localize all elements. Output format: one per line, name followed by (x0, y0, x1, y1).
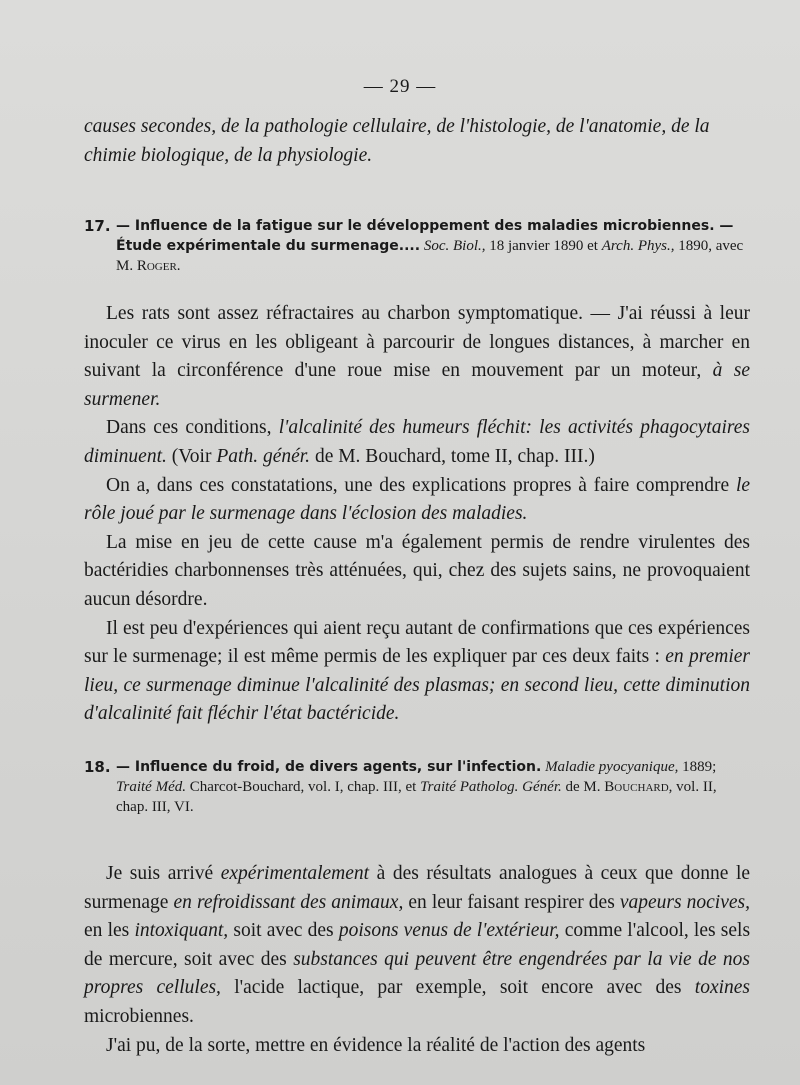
entry-ref: Arch. Phys., (601, 238, 675, 254)
entry-number: 18. (84, 758, 111, 776)
entry-title: — Influence du froid, de divers agents, sur l'infection. (116, 759, 542, 775)
paragraph: J'ai pu, de la sorte, mettre en évidence la réalité de l'action des agents (106, 1034, 646, 1056)
paragraph: On a, dans ces constatations, une des explications propres à faire comprendre le rôle joué par le surmenage dans l'éclosion des maladies. (84, 474, 751, 525)
paragraph: Dans ces conditions, l'alcalinité des humeurs fléchit: les activités phagocytaires diminuent. (Voir Path. génér. de M. Bouchard, tome II, chap. III.) (84, 417, 750, 467)
intro-paragraph: causes secondes, de la pathologie cellulaire, de l'histologie, de l'anatomie, de la chimie biologique, de la physiologie. (84, 116, 710, 166)
paragraph: Les rats sont assez réfractaires au charbon symptomatique. — J'ai réussi à leur inoculer ce virus en les obligeant à parcourir de longues distances, à marcher en suivant la circonférence d'une roue mise en mouvement par un moteur, à se surmener. (84, 303, 751, 410)
bibliography-entry-17 (84, 216, 750, 276)
bibliography-entry-18: 18. — Influence du froid, de divers agents, sur l'infection. Maladie pyocyanique, 1889; Traité Méd. Charcot-Bouchard, vol. I, chap. III, et Traité Patholog. Génér. de M. Bouchard, vol. II, chap. III, VI. (84, 758, 717, 815)
entry-title: — Influence de la fatigue sur le développement des maladies microbiennes. — Étude expérimentale du surmenage.... (116, 218, 734, 254)
paragraph: La mise en jeu de cette cause m'a également permis de rendre virulentes des bactéridies charbonnenses très atténuées, qui, chez des sujets sains, ne provoquaient aucun désordre. (84, 531, 750, 610)
paragraph: Il est peu d'expériences qui aient reçu autant de confirmations que ces expériences sur le surmenage; il est même permis de les expliquer par ces deux faits : en premier lieu, ce surmenage diminue l'alcalinité des plasmas; en second lieu, cette diminution d'alcalinité fait fléchir l'état bactéricide. (84, 617, 751, 725)
paragraph: Je suis arrivé expérimentalement à des résultats analogues à ceux que donne le surmenage en refroidissant des animaux, en leur faisant respirer des vapeurs nocives, en les intoxiquant, soit avec des poisons venus de l'extérieur, comme l'alcool, les sels de mercure, soit avec des substances qui peuvent être engendrées par la vie de nos propres cellules, l'acide lactique, par exemple, soit encore avec des toxines microbiennes. (84, 863, 751, 1027)
section-surmenage (84, 300, 750, 729)
page-number: — 29 — (363, 76, 437, 97)
entry-author: Roger. (136, 258, 181, 274)
entry-author: Bouchard, (604, 779, 673, 795)
entry-date: 1890, avec M. (116, 238, 744, 274)
section-froid (84, 860, 750, 1060)
entry-date: 18 janvier 1890 et (489, 238, 598, 254)
entry-number: 17. (84, 217, 111, 235)
entry-ref: Soc. Biol., (423, 238, 486, 254)
